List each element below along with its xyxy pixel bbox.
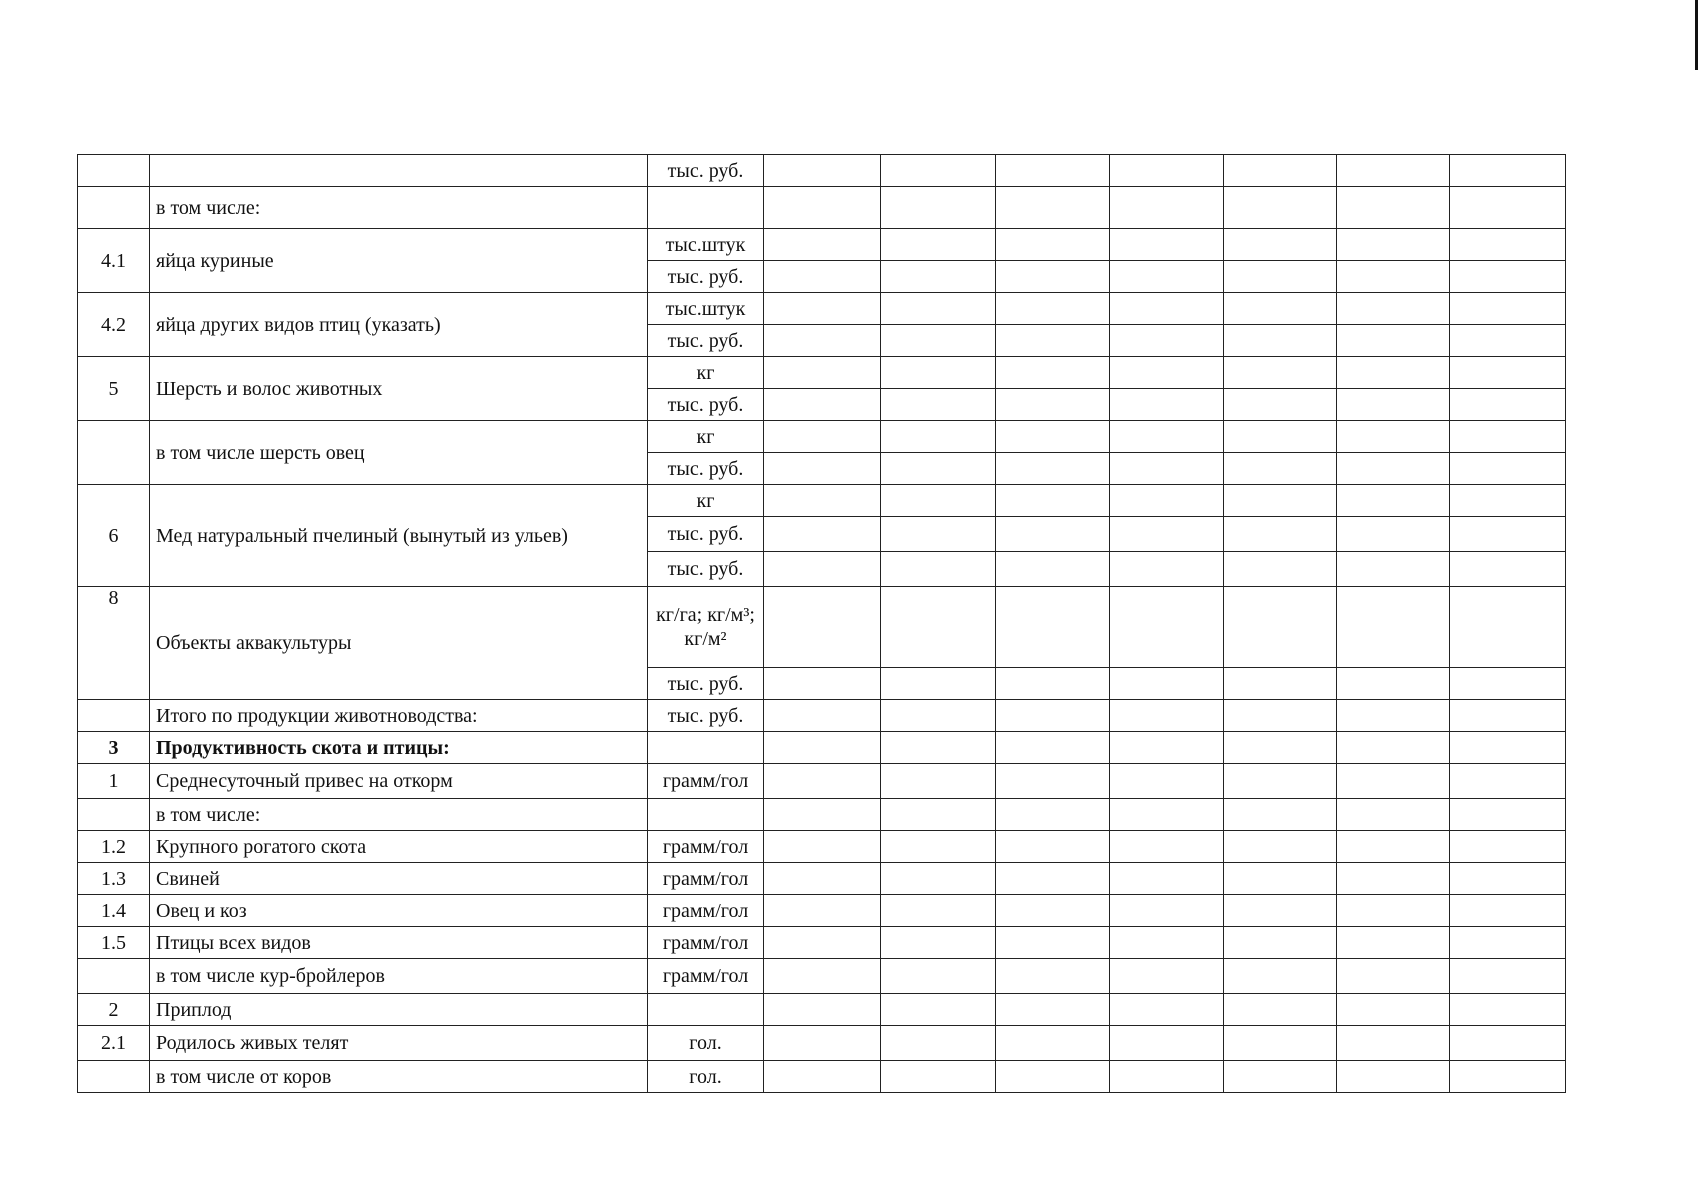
value-cell[interactable] xyxy=(1337,357,1450,389)
row-name: в том числе шерсть овец xyxy=(150,421,648,485)
row-name: Приплод xyxy=(150,994,648,1026)
row-number xyxy=(78,187,150,229)
value-cell[interactable] xyxy=(881,863,996,895)
table-row xyxy=(78,155,1566,187)
section-title: Продуктивность скота и птицы: xyxy=(150,732,648,764)
value-cell[interactable] xyxy=(881,187,996,229)
value-cell[interactable] xyxy=(1337,732,1450,764)
unit-cell: гол. xyxy=(648,1026,764,1061)
value-cell[interactable] xyxy=(1450,552,1566,587)
value-cell[interactable] xyxy=(1110,485,1224,517)
value-cell[interactable] xyxy=(1337,700,1450,732)
value-cell[interactable] xyxy=(996,764,1110,799)
value-cell[interactable] xyxy=(996,552,1110,587)
value-cell[interactable] xyxy=(1224,1026,1337,1061)
value-cell[interactable] xyxy=(881,389,996,421)
unit-cell: тыс. руб. xyxy=(648,325,764,357)
unit-cell: тыс. руб. xyxy=(648,453,764,485)
unit-cell xyxy=(648,187,764,229)
value-cell[interactable] xyxy=(996,485,1110,517)
table-row xyxy=(78,187,1566,229)
row-number: 1 xyxy=(78,764,150,799)
value-cell[interactable] xyxy=(764,1061,881,1093)
value-cell[interactable] xyxy=(1450,229,1566,261)
value-cell[interactable] xyxy=(881,421,996,453)
value-cell[interactable] xyxy=(764,325,881,357)
value-cell[interactable] xyxy=(1110,453,1224,485)
unit-cell: кг xyxy=(648,357,764,389)
value-cell[interactable] xyxy=(1224,485,1337,517)
value-cell[interactable] xyxy=(764,863,881,895)
value-cell[interactable] xyxy=(764,732,881,764)
livestock-production-table xyxy=(77,154,1566,1093)
value-cell[interactable] xyxy=(764,357,881,389)
value-cell[interactable] xyxy=(881,229,996,261)
row-name: в том числе от коров xyxy=(150,1061,648,1093)
table-row xyxy=(78,927,1566,959)
value-cell[interactable] xyxy=(1337,1026,1450,1061)
value-cell[interactable] xyxy=(1337,764,1450,799)
value-cell[interactable] xyxy=(1224,453,1337,485)
value-cell[interactable] xyxy=(764,485,881,517)
value-cell[interactable] xyxy=(1337,863,1450,895)
value-cell[interactable] xyxy=(881,325,996,357)
row-number: 4.2 xyxy=(78,293,150,357)
value-cell[interactable] xyxy=(1450,517,1566,552)
value-cell[interactable] xyxy=(1337,959,1450,994)
value-cell[interactable] xyxy=(1450,587,1566,668)
value-cell[interactable] xyxy=(1224,732,1337,764)
value-cell[interactable] xyxy=(1450,700,1566,732)
value-cell[interactable] xyxy=(1110,732,1224,764)
unit-cell: грамм/гол xyxy=(648,927,764,959)
value-cell[interactable] xyxy=(996,1061,1110,1093)
value-cell[interactable] xyxy=(1110,863,1224,895)
value-cell[interactable] xyxy=(1224,187,1337,229)
value-cell[interactable] xyxy=(881,927,996,959)
table-row xyxy=(78,485,1566,517)
unit-cell: тыс. руб. xyxy=(648,517,764,552)
value-cell[interactable] xyxy=(764,552,881,587)
value-cell[interactable] xyxy=(996,187,1110,229)
value-cell[interactable] xyxy=(1224,863,1337,895)
value-cell[interactable] xyxy=(1450,389,1566,421)
value-cell[interactable] xyxy=(881,485,996,517)
unit-cell: грамм/гол xyxy=(648,831,764,863)
value-cell[interactable] xyxy=(881,587,996,668)
value-cell[interactable] xyxy=(1224,959,1337,994)
value-cell[interactable] xyxy=(881,261,996,293)
value-cell[interactable] xyxy=(1450,485,1566,517)
table-row xyxy=(78,1061,1566,1093)
unit-cell: тыс. руб. xyxy=(648,700,764,732)
value-cell[interactable] xyxy=(1450,863,1566,895)
value-cell[interactable] xyxy=(764,927,881,959)
value-cell[interactable] xyxy=(1224,229,1337,261)
unit-cell: грамм/гол xyxy=(648,764,764,799)
value-cell[interactable] xyxy=(996,261,1110,293)
value-cell[interactable] xyxy=(1110,700,1224,732)
row-name: Родилось живых телят xyxy=(150,1026,648,1061)
unit-cell: тыс. руб. xyxy=(648,261,764,293)
value-cell[interactable] xyxy=(1224,799,1337,831)
value-cell[interactable] xyxy=(1337,1061,1450,1093)
value-cell[interactable] xyxy=(1337,485,1450,517)
value-cell[interactable] xyxy=(1450,453,1566,485)
value-cell[interactable] xyxy=(996,453,1110,485)
value-cell[interactable] xyxy=(881,357,996,389)
row-number: 1.5 xyxy=(78,927,150,959)
value-cell[interactable] xyxy=(1224,293,1337,325)
value-cell[interactable] xyxy=(1450,994,1566,1026)
value-cell[interactable] xyxy=(1110,389,1224,421)
value-cell[interactable] xyxy=(764,517,881,552)
value-cell[interactable] xyxy=(1337,831,1450,863)
value-cell[interactable] xyxy=(1224,700,1337,732)
value-cell[interactable] xyxy=(1110,293,1224,325)
value-cell[interactable] xyxy=(1450,895,1566,927)
value-cell[interactable] xyxy=(881,517,996,552)
value-cell[interactable] xyxy=(1450,668,1566,700)
section-number: 3 xyxy=(78,732,150,764)
value-cell[interactable] xyxy=(1337,799,1450,831)
value-cell[interactable] xyxy=(996,799,1110,831)
row-number xyxy=(78,799,150,831)
value-cell[interactable] xyxy=(1224,994,1337,1026)
value-cell[interactable] xyxy=(1450,261,1566,293)
row-number xyxy=(78,1061,150,1093)
value-cell[interactable] xyxy=(881,700,996,732)
row-number: 8 xyxy=(78,587,150,700)
value-cell[interactable] xyxy=(1110,1061,1224,1093)
value-cell[interactable] xyxy=(1224,261,1337,293)
row-name xyxy=(150,155,648,187)
value-cell[interactable] xyxy=(1110,764,1224,799)
value-cell[interactable] xyxy=(881,1061,996,1093)
value-cell[interactable] xyxy=(764,293,881,325)
value-cell[interactable] xyxy=(764,764,881,799)
value-cell[interactable] xyxy=(996,668,1110,700)
value-cell[interactable] xyxy=(764,668,881,700)
table-row xyxy=(78,863,1566,895)
value-cell[interactable] xyxy=(1224,587,1337,668)
row-number xyxy=(78,959,150,994)
value-cell[interactable] xyxy=(1110,994,1224,1026)
value-cell[interactable] xyxy=(1337,421,1450,453)
table-row xyxy=(78,732,1566,764)
table-row xyxy=(78,587,1566,668)
value-cell[interactable] xyxy=(1337,229,1450,261)
value-cell[interactable] xyxy=(1224,927,1337,959)
value-cell[interactable] xyxy=(881,799,996,831)
row-name: в том числе: xyxy=(150,187,648,229)
value-cell[interactable] xyxy=(1337,155,1450,187)
unit-cell: кг/га; кг/м³; кг/м² xyxy=(648,587,764,668)
value-cell[interactable] xyxy=(764,831,881,863)
value-cell[interactable] xyxy=(1337,187,1450,229)
value-cell[interactable] xyxy=(764,389,881,421)
value-cell[interactable] xyxy=(996,863,1110,895)
value-cell[interactable] xyxy=(1337,293,1450,325)
row-number: 2.1 xyxy=(78,1026,150,1061)
value-cell[interactable] xyxy=(764,895,881,927)
value-cell[interactable] xyxy=(1450,927,1566,959)
value-cell[interactable] xyxy=(1450,1061,1566,1093)
table-row xyxy=(78,895,1566,927)
value-cell[interactable] xyxy=(1110,552,1224,587)
value-cell[interactable] xyxy=(1224,895,1337,927)
value-cell[interactable] xyxy=(1110,1026,1224,1061)
unit-cell: грамм/гол xyxy=(648,959,764,994)
value-cell[interactable] xyxy=(996,587,1110,668)
value-cell[interactable] xyxy=(1450,155,1566,187)
row-name: Мед натуральный пчелиный (вынутый из ульев) xyxy=(150,485,648,587)
value-cell[interactable] xyxy=(1337,668,1450,700)
value-cell[interactable] xyxy=(881,1026,996,1061)
value-cell[interactable] xyxy=(764,229,881,261)
value-cell[interactable] xyxy=(1110,421,1224,453)
value-cell[interactable] xyxy=(764,700,881,732)
value-cell[interactable] xyxy=(996,293,1110,325)
unit-cell: кг xyxy=(648,485,764,517)
value-cell[interactable] xyxy=(1450,357,1566,389)
table-row xyxy=(78,421,1566,453)
value-cell[interactable] xyxy=(764,421,881,453)
value-cell[interactable] xyxy=(996,1026,1110,1061)
value-cell[interactable] xyxy=(881,453,996,485)
value-cell[interactable] xyxy=(1224,1061,1337,1093)
row-number xyxy=(78,421,150,485)
value-cell[interactable] xyxy=(996,155,1110,187)
table-row xyxy=(78,293,1566,325)
unit-cell: тыс. руб. xyxy=(648,668,764,700)
value-cell[interactable] xyxy=(1224,764,1337,799)
row-name: Шерсть и волос животных xyxy=(150,357,648,421)
value-cell[interactable] xyxy=(1337,587,1450,668)
value-cell[interactable] xyxy=(1110,895,1224,927)
unit-cell: тыс. руб. xyxy=(648,552,764,587)
table-row xyxy=(78,229,1566,261)
value-cell[interactable] xyxy=(881,155,996,187)
value-cell[interactable] xyxy=(764,155,881,187)
value-cell[interactable] xyxy=(996,325,1110,357)
value-cell[interactable] xyxy=(1224,517,1337,552)
value-cell[interactable] xyxy=(996,357,1110,389)
value-cell[interactable] xyxy=(764,261,881,293)
value-cell[interactable] xyxy=(764,799,881,831)
table-row xyxy=(78,700,1566,732)
table-row xyxy=(78,799,1566,831)
row-name: Крупного рогатого скота xyxy=(150,831,648,863)
row-number: 1.3 xyxy=(78,863,150,895)
value-cell[interactable] xyxy=(996,895,1110,927)
value-cell[interactable] xyxy=(1450,421,1566,453)
value-cell[interactable] xyxy=(1450,732,1566,764)
value-cell[interactable] xyxy=(996,389,1110,421)
row-number: 2 xyxy=(78,994,150,1026)
value-cell[interactable] xyxy=(1110,668,1224,700)
unit-cell xyxy=(648,799,764,831)
row-number: 1.4 xyxy=(78,895,150,927)
value-cell[interactable] xyxy=(996,517,1110,552)
value-cell[interactable] xyxy=(996,700,1110,732)
value-cell[interactable] xyxy=(1337,389,1450,421)
value-cell[interactable] xyxy=(881,293,996,325)
table-row xyxy=(78,831,1566,863)
value-cell[interactable] xyxy=(1110,325,1224,357)
value-cell[interactable] xyxy=(764,187,881,229)
value-cell[interactable] xyxy=(881,895,996,927)
value-cell[interactable] xyxy=(1337,453,1450,485)
value-cell[interactable] xyxy=(1450,325,1566,357)
row-name: в том числе кур-бройлеров xyxy=(150,959,648,994)
value-cell[interactable] xyxy=(1110,799,1224,831)
value-cell[interactable] xyxy=(881,732,996,764)
value-cell[interactable] xyxy=(764,453,881,485)
value-cell[interactable] xyxy=(1337,517,1450,552)
value-cell[interactable] xyxy=(1224,155,1337,187)
row-name: яйца куриные xyxy=(150,229,648,293)
value-cell[interactable] xyxy=(1224,357,1337,389)
value-cell[interactable] xyxy=(1224,831,1337,863)
row-number xyxy=(78,700,150,732)
value-cell[interactable] xyxy=(1337,552,1450,587)
value-cell[interactable] xyxy=(1337,994,1450,1026)
row-name: Свиней xyxy=(150,863,648,895)
value-cell[interactable] xyxy=(1110,959,1224,994)
table-row xyxy=(78,357,1566,389)
table-row xyxy=(78,959,1566,994)
row-name: Итого по продукции животноводства: xyxy=(150,700,648,732)
row-number xyxy=(78,155,150,187)
value-cell[interactable] xyxy=(1450,799,1566,831)
value-cell[interactable] xyxy=(1337,325,1450,357)
table-row xyxy=(78,764,1566,799)
unit-cell: грамм/гол xyxy=(648,895,764,927)
table-row xyxy=(78,994,1566,1026)
row-number: 5 xyxy=(78,357,150,421)
unit-cell: гол. xyxy=(648,1061,764,1093)
unit-cell: грамм/гол xyxy=(648,863,764,895)
value-cell[interactable] xyxy=(1224,325,1337,357)
value-cell[interactable] xyxy=(764,959,881,994)
value-cell[interactable] xyxy=(764,1026,881,1061)
value-cell[interactable] xyxy=(1110,587,1224,668)
row-name: Объекты аквакультуры xyxy=(150,587,648,700)
value-cell[interactable] xyxy=(1110,357,1224,389)
unit-cell xyxy=(648,994,764,1026)
value-cell[interactable] xyxy=(764,994,881,1026)
value-cell[interactable] xyxy=(996,959,1110,994)
unit-cell: кг xyxy=(648,421,764,453)
unit-cell: тыс. руб. xyxy=(648,389,764,421)
table-row xyxy=(78,1026,1566,1061)
value-cell[interactable] xyxy=(1110,831,1224,863)
value-cell[interactable] xyxy=(764,587,881,668)
unit-cell: тыс. руб. xyxy=(648,155,764,187)
value-cell[interactable] xyxy=(1450,764,1566,799)
value-cell[interactable] xyxy=(1337,261,1450,293)
unit-cell: тыс.штук xyxy=(648,229,764,261)
value-cell[interactable] xyxy=(881,668,996,700)
value-cell[interactable] xyxy=(1110,261,1224,293)
value-cell[interactable] xyxy=(881,764,996,799)
value-cell[interactable] xyxy=(1224,552,1337,587)
value-cell[interactable] xyxy=(996,421,1110,453)
row-name: Среднесуточный привес на откорм xyxy=(150,764,648,799)
value-cell[interactable] xyxy=(996,994,1110,1026)
value-cell[interactable] xyxy=(996,831,1110,863)
unit-cell xyxy=(648,732,764,764)
row-number: 4.1 xyxy=(78,229,150,293)
value-cell[interactable] xyxy=(1224,668,1337,700)
unit-cell: тыс.штук xyxy=(648,293,764,325)
value-cell[interactable] xyxy=(881,994,996,1026)
value-cell[interactable] xyxy=(1110,187,1224,229)
value-cell[interactable] xyxy=(1110,927,1224,959)
value-cell[interactable] xyxy=(881,831,996,863)
row-name: яйца других видов птиц (указать) xyxy=(150,293,648,357)
row-name: Овец и коз xyxy=(150,895,648,927)
row-number: 1.2 xyxy=(78,831,150,863)
value-cell[interactable] xyxy=(1337,927,1450,959)
value-cell[interactable] xyxy=(1450,831,1566,863)
value-cell[interactable] xyxy=(881,552,996,587)
value-cell[interactable] xyxy=(1337,895,1450,927)
value-cell[interactable] xyxy=(996,732,1110,764)
value-cell[interactable] xyxy=(1110,517,1224,552)
value-cell[interactable] xyxy=(996,927,1110,959)
value-cell[interactable] xyxy=(1450,293,1566,325)
value-cell[interactable] xyxy=(1224,389,1337,421)
row-number: 6 xyxy=(78,485,150,587)
row-name: в том числе: xyxy=(150,799,648,831)
value-cell[interactable] xyxy=(1450,1026,1566,1061)
value-cell[interactable] xyxy=(996,229,1110,261)
row-name: Птицы всех видов xyxy=(150,927,648,959)
value-cell[interactable] xyxy=(1110,155,1224,187)
value-cell[interactable] xyxy=(1224,421,1337,453)
value-cell[interactable] xyxy=(881,959,996,994)
value-cell[interactable] xyxy=(1450,959,1566,994)
value-cell[interactable] xyxy=(1450,187,1566,229)
value-cell[interactable] xyxy=(1110,229,1224,261)
